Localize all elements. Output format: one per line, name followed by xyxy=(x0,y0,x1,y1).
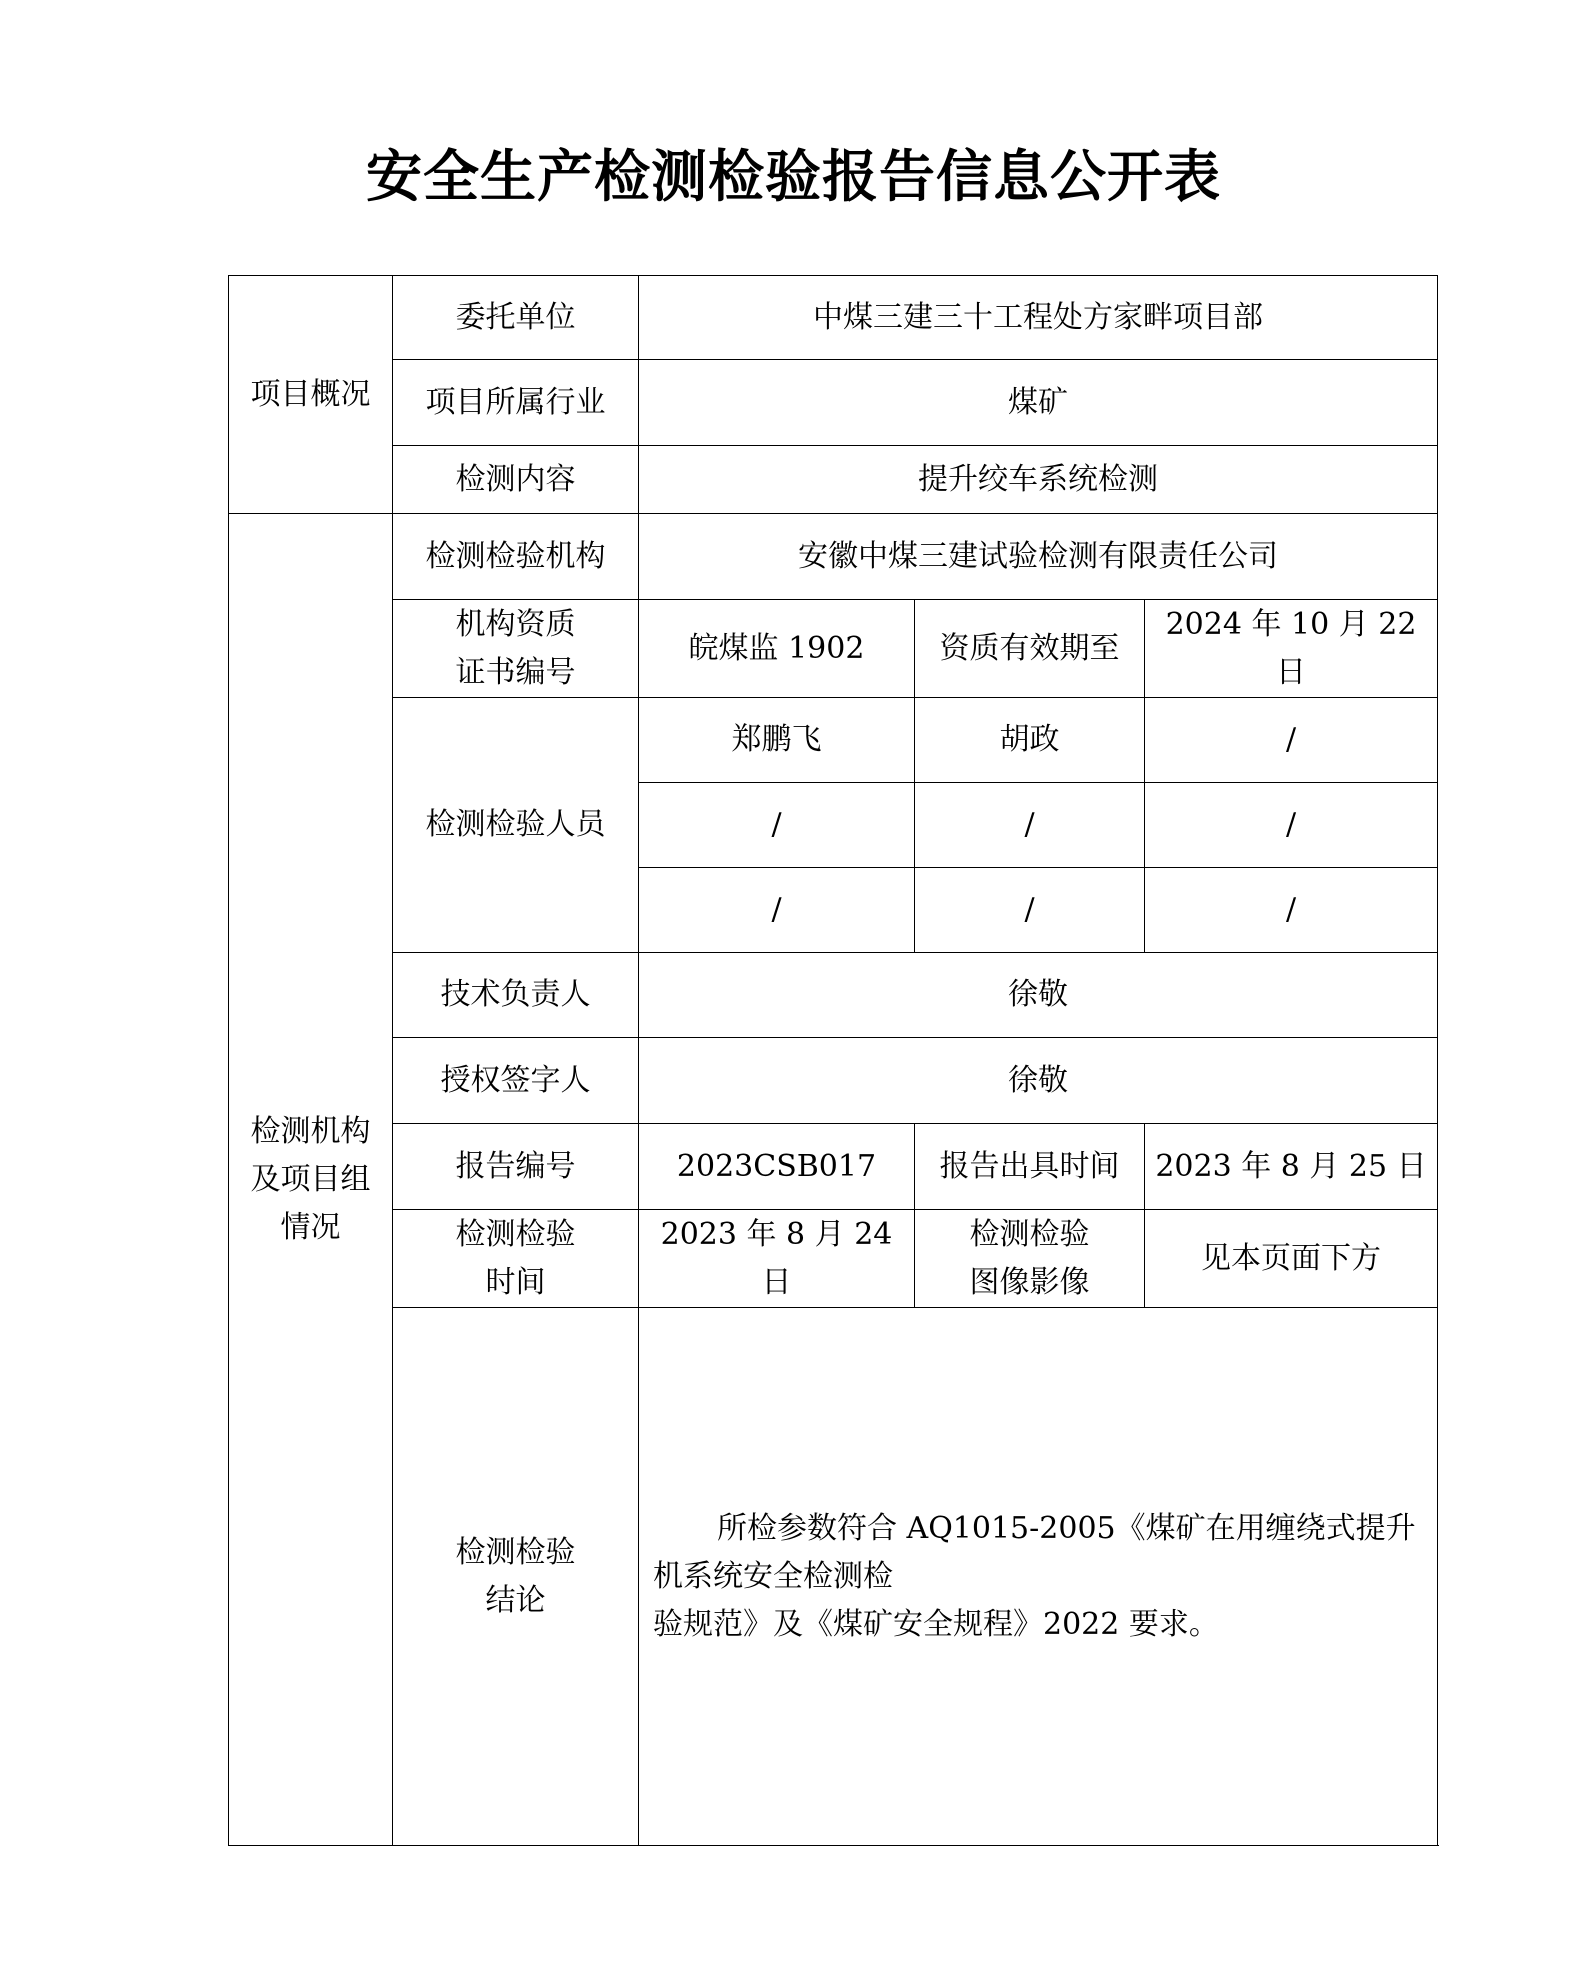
conclusion-text: 所检参数符合 AQ1015-2005《煤矿在用缠绕式提升机系统安全检测检 验规范》及《煤矿安全规程》2022 要求。 xyxy=(639,1308,1438,1846)
industry-value: 煤矿 xyxy=(639,360,1438,446)
test-time-value: 2023 年 8 月 24 日 xyxy=(639,1210,915,1308)
signatory-label: 授权签字人 xyxy=(393,1038,639,1124)
issue-time-label: 报告出具时间 xyxy=(915,1124,1145,1210)
tech-lead-label: 技术负责人 xyxy=(393,953,639,1038)
personnel-cell: / xyxy=(915,783,1145,868)
table-row xyxy=(229,698,1438,783)
table-row xyxy=(229,1124,1438,1210)
personnel-cell: / xyxy=(1145,698,1438,783)
cert-value: 皖煤监 1902 xyxy=(639,600,915,698)
content-label: 检测内容 xyxy=(393,446,639,514)
personnel-cell: / xyxy=(1145,868,1438,953)
table-row xyxy=(229,600,1438,698)
validity-label: 资质有效期至 xyxy=(915,600,1145,698)
table-row xyxy=(229,514,1438,600)
page-title: 安全生产检测检验报告信息公开表 xyxy=(366,145,1221,210)
table-row xyxy=(229,276,1438,360)
personnel-cell: / xyxy=(1145,783,1438,868)
personnel-cell: / xyxy=(639,868,915,953)
table-row xyxy=(229,360,1438,446)
industry-label: 项目所属行业 xyxy=(393,360,639,446)
section-label-overview: 项目概况 xyxy=(229,276,393,514)
report-no-value: 2023CSB017 xyxy=(639,1124,915,1210)
table-row xyxy=(229,1308,1438,1846)
personnel-cell: 胡政 xyxy=(915,698,1145,783)
content-value: 提升绞车系统检测 xyxy=(639,446,1438,514)
personnel-label: 检测检验人员 xyxy=(393,698,639,953)
info-table xyxy=(228,275,1438,1846)
table-row xyxy=(229,1210,1438,1308)
image-label: 检测检验 图像影像 xyxy=(915,1210,1145,1308)
section-label-agency: 检测机构 及项目组 情况 xyxy=(229,514,393,1846)
table-row xyxy=(229,1038,1438,1124)
image-value: 见本页面下方 xyxy=(1145,1210,1438,1308)
report-no-label: 报告编号 xyxy=(393,1124,639,1210)
test-time-label: 检测检验 时间 xyxy=(393,1210,639,1308)
table-row xyxy=(229,446,1438,514)
tech-lead-value: 徐敬 xyxy=(639,953,1438,1038)
org-label: 检测检验机构 xyxy=(393,514,639,600)
issue-time-value: 2023 年 8 月 25 日 xyxy=(1145,1124,1438,1210)
org-value: 安徽中煤三建试验检测有限责任公司 xyxy=(639,514,1438,600)
validity-value: 2024 年 10 月 22 日 xyxy=(1145,600,1438,698)
table-row xyxy=(229,953,1438,1038)
client-value: 中煤三建三十工程处方家畔项目部 xyxy=(639,276,1438,360)
personnel-cell: / xyxy=(915,868,1145,953)
cert-label: 机构资质 证书编号 xyxy=(393,600,639,698)
personnel-cell: 郑鹏飞 xyxy=(639,698,915,783)
section-label-conclusion: 检测检验 结论 xyxy=(393,1308,639,1846)
personnel-cell: / xyxy=(639,783,915,868)
client-label: 委托单位 xyxy=(393,276,639,360)
signatory-value: 徐敬 xyxy=(639,1038,1438,1124)
